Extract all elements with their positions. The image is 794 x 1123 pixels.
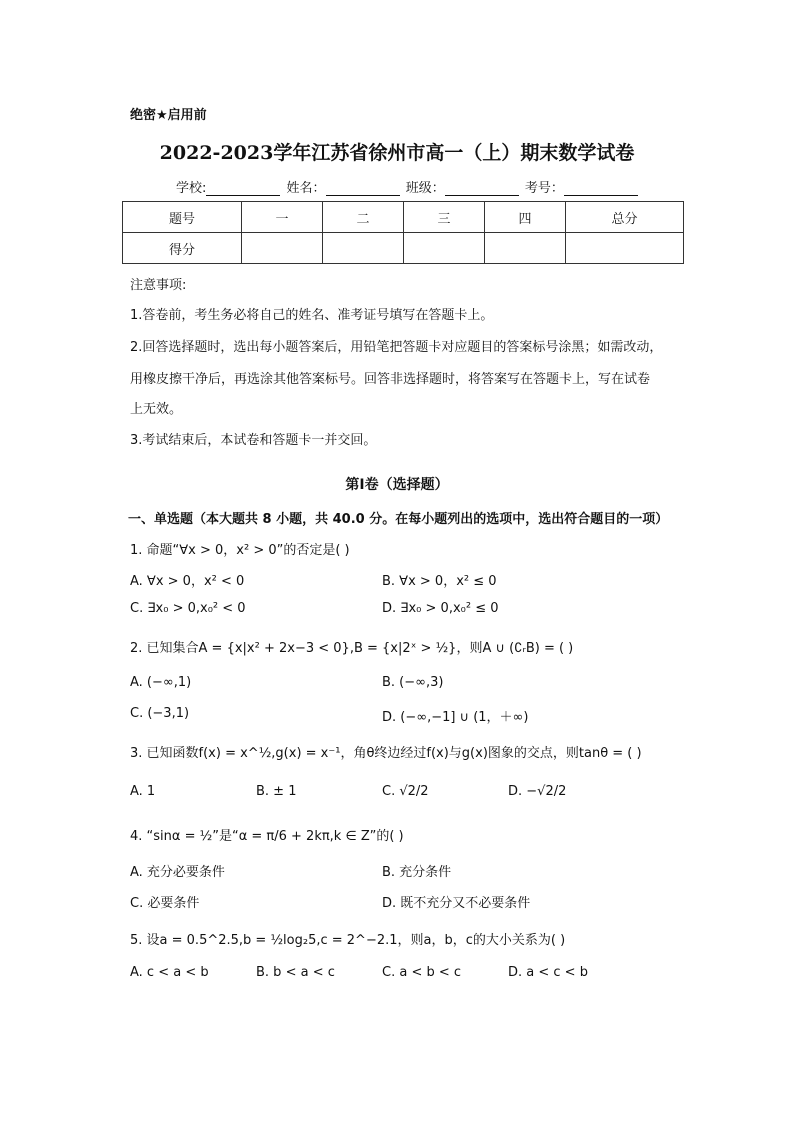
school-label: 学校: xyxy=(176,181,207,196)
question-1-option-b[interactable]: B. ∀x > 0，x² ≤ 0 xyxy=(382,574,497,589)
score-table-score-row xyxy=(123,233,684,264)
student-info-line xyxy=(176,177,640,196)
score-cell[interactable] xyxy=(404,233,485,264)
question-4-option-b[interactable]: B. 充分条件 xyxy=(382,865,452,880)
question-3-option-a[interactable]: A. 1 xyxy=(130,784,156,799)
question-2-option-c[interactable]: C. (−3,1) xyxy=(130,706,190,721)
score-cell[interactable] xyxy=(485,233,566,264)
score-row-label: 得分 xyxy=(123,233,242,264)
score-table-header-cell: 二 xyxy=(323,202,404,233)
question-4-option-c[interactable]: C. 必要条件 xyxy=(130,896,200,911)
note-item-3: 3.考试结束后，本试卷和答题卡一并交回。 xyxy=(130,433,377,448)
question-5-stem: 5. 设a = 0.5^2.5,b = ½log₂5,c = 2^−2.1，则a，b，c的大小关系为( ) xyxy=(130,933,566,948)
question-3-option-b[interactable]: B. ± 1 xyxy=(256,784,297,799)
score-table-header-cell: 三 xyxy=(404,202,485,233)
note-item-2-line-1: 2.回答选择题时，选出每小题答案后，用铅笔把答题卡对应题目的答案标号涂黑；如需改动， xyxy=(130,340,663,355)
part-one-title: 第I卷（选择题） xyxy=(345,477,449,493)
question-2-option-b[interactable]: B. (−∞,3) xyxy=(382,675,444,690)
question-1-stem: 1. 命题“∀x > 0，x² > 0”的否定是( ) xyxy=(130,543,350,558)
exam-no-label: 考号： xyxy=(524,181,564,196)
question-3-option-d[interactable]: D. −√2/2 xyxy=(508,784,567,799)
question-2-option-d[interactable]: D. (−∞,−1] ∪ (1，＋∞) xyxy=(382,710,529,725)
score-table-header-cell: 题号 xyxy=(123,202,242,233)
note-item-2-line-3: 上无效。 xyxy=(130,402,183,417)
section-single-choice-heading: 一、单选题（本大题共 8 小题，共 40.0 分。在每小题列出的选项中，选出符合题目的一项） xyxy=(128,512,669,527)
question-1-option-d[interactable]: D. ∃x₀ > 0,x₀² ≤ 0 xyxy=(382,601,499,616)
question-1-option-c[interactable]: C. ∃x₀ > 0,x₀² < 0 xyxy=(130,601,246,616)
question-3-option-c[interactable]: C. √2/2 xyxy=(382,784,429,799)
score-table-header-cell: 总分 xyxy=(566,202,684,233)
score-table-header-cell: 一 xyxy=(242,202,323,233)
question-5-option-b[interactable]: B. b < a < c xyxy=(256,965,335,980)
exam-no-blank[interactable] xyxy=(564,182,638,196)
question-4-option-d[interactable]: D. 既不充分又不必要条件 xyxy=(382,896,531,911)
school-blank[interactable] xyxy=(206,182,280,196)
score-cell[interactable] xyxy=(323,233,404,264)
question-5-option-d[interactable]: D. a < c < b xyxy=(508,965,588,980)
confidential-label: 绝密★启用前 xyxy=(130,108,207,123)
class-blank[interactable] xyxy=(445,182,519,196)
score-table xyxy=(122,201,684,264)
notes-title: 注意事项: xyxy=(130,278,187,293)
question-4-stem: 4. “sinα = ½”是“α = π/6 + 2kπ,k ∈ Z”的( ) xyxy=(130,829,404,844)
score-cell[interactable] xyxy=(566,233,684,264)
question-5-option-a[interactable]: A. c < a < b xyxy=(130,965,209,980)
score-cell[interactable] xyxy=(242,233,323,264)
question-4-option-a[interactable]: A. 充分必要条件 xyxy=(130,865,225,880)
question-1-option-a[interactable]: A. ∀x > 0，x² < 0 xyxy=(130,574,245,589)
score-table-header-row xyxy=(123,202,684,233)
question-2-stem: 2. 已知集合A = {x|x² + 2x−3 < 0},B = {x|2ˣ > ½}，则A ∪ (∁ᵣB) = ( ) xyxy=(130,641,574,656)
question-2-option-a[interactable]: A. (−∞,1) xyxy=(130,675,192,690)
name-blank[interactable] xyxy=(326,182,400,196)
note-item-1: 1.答卷前，考生务必将自己的姓名、准考证号填写在答题卡上。 xyxy=(130,308,494,323)
question-3-stem: 3. 已知函数f(x) = x^½,g(x) = x⁻¹，角θ终边经过f(x)与g(x)图象的交点，则tanθ = ( ) xyxy=(130,746,642,761)
note-item-2-line-2: 用橡皮擦干净后，再选涂其他答案标号。回答非选择题时，将答案写在答题卡上，写在试卷 xyxy=(130,372,651,387)
class-label: 班级： xyxy=(405,181,445,196)
score-table-header-cell: 四 xyxy=(485,202,566,233)
name-label: 姓名： xyxy=(286,181,326,196)
question-5-option-c[interactable]: C. a < b < c xyxy=(382,965,462,980)
exam-title: 2022-2023学年江苏省徐州市高一（上）期末数学试卷 xyxy=(159,142,635,164)
